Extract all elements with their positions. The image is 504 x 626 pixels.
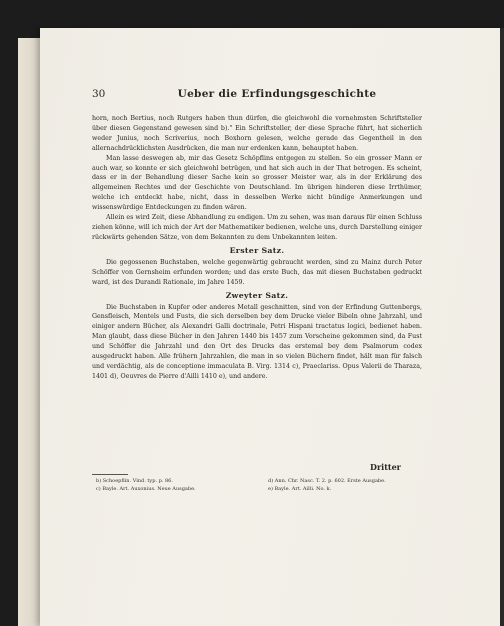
footnote: e) Bayle. Art. Ailli. No. k. bbox=[268, 486, 332, 492]
page-edge-shadow bbox=[500, 28, 504, 626]
paragraph: horn, noch Bertius, noch Rutgers haben thun dürfen, die gleichwohl die vornehmsten Schriftsteller über diesen Gegenstand gewesen sind b)." Ein Schriftsteller, der diese Sprache führt, hat sicherlich weder Junius, noch Scriverius, noch Boxhorn gelesen, welche gerade das Gegentheil in den allernachdrücklichsten Ausdrücken, die man nur erdenken kann, behauptet haben. bbox=[92, 115, 422, 152]
footnote: b) Schoepflin. Vind. typ. p. 86. bbox=[96, 478, 173, 484]
footnote: c) Bayle. Art. Auxonius. Neue Ausgabe. bbox=[96, 486, 196, 492]
body-text bbox=[92, 114, 422, 382]
paragraph: Die Buchstaben in Kupfer oder anderes Metall geschnitten, sind von der Erfindung Guttenbergs, Gensfleisch, Mentels und Fusts, die sich derselben bey dem Drucke vieler Bibeln ohne Jahrzahl, und einiger andern Bücher, als Alexandri Galli doctrinale, Petri Hispani tractatus logici, bedienet haben. Man glaubt, dass diese Bücher in den Jahren 1440 bis 1457 zum Vorscheine gekommen sind, da Fust und Schöffer die Jahrzahl und den Ort des Drucks das erstemal bey dem Psalmorum codex ausgedruckt haben. Alle frühern Jahrzahlen, die man in so vielen Büchern findet, hält man für falsch und verdächtig, als de conceptione immaculata B. Virg. 1314 c), Praeclariss. Opus Valerii de Tharaza, 1401 d), Oeuvres de Pierre d'Ailli 1410 e), und andere. bbox=[92, 303, 422, 380]
footnote-rule bbox=[92, 474, 128, 475]
catchword: Dritter bbox=[370, 462, 401, 472]
paragraph: Man lasse deswegen ab, mir das Gesetz Schöpflins entgegen zu stellen. So ein grosser Mann er auch war, so konnte er sich gleichwohl betrügen, und hat sich auch in der That betrogen. Es scheint, dass er in der Behandlung dieser Sache kein so grosser Meister war, als in der Erklärung des allgemeinen Rechtes und der Geschichte von Deutschland. Im übrigen hinderen diese Irrthümer, welche ich entdeckt habe, nicht, dass in desselben Werke nicht bündige Anmerkungen und wissenswürdige Entdeckungen zu finden wären. bbox=[92, 154, 422, 212]
section-heading: Erster Satz. bbox=[229, 245, 285, 255]
page-number: 30 bbox=[92, 88, 106, 100]
footnote: d) Ann. Chr. Nasc. T. 2. p. 602. Erste Ausgabe. bbox=[268, 478, 386, 484]
running-title: Ueber die Erfindungsgeschichte bbox=[177, 88, 377, 100]
paragraph: Allein es wird Zeit, diese Abhandlung zu endigen. Um zu sehen, was man daraus für einen Schluss ziehen könne, will ich mich der Art der Mathematiker bedienen, welche uns, durch Darstellung einiger rückwärts gehenden Sätze, von dem Bekannten zu dem Unbekannten leiten. bbox=[92, 214, 422, 241]
paragraph: Die gegossenen Buchstaben, welche gegenwärtig gebraucht werden, sind zu Mainz durch Peter Schöffer von Gernsheim erfunden worden; und das erste Buch, das mit diesen Buchstaben gedruckt ward, ist des Durandi Rationale, im Jahre 1459. bbox=[92, 258, 422, 286]
section-heading: Zweyter Satz. bbox=[225, 290, 289, 300]
footnotes-left-column bbox=[96, 477, 256, 493]
footnotes-right-column bbox=[268, 477, 428, 493]
